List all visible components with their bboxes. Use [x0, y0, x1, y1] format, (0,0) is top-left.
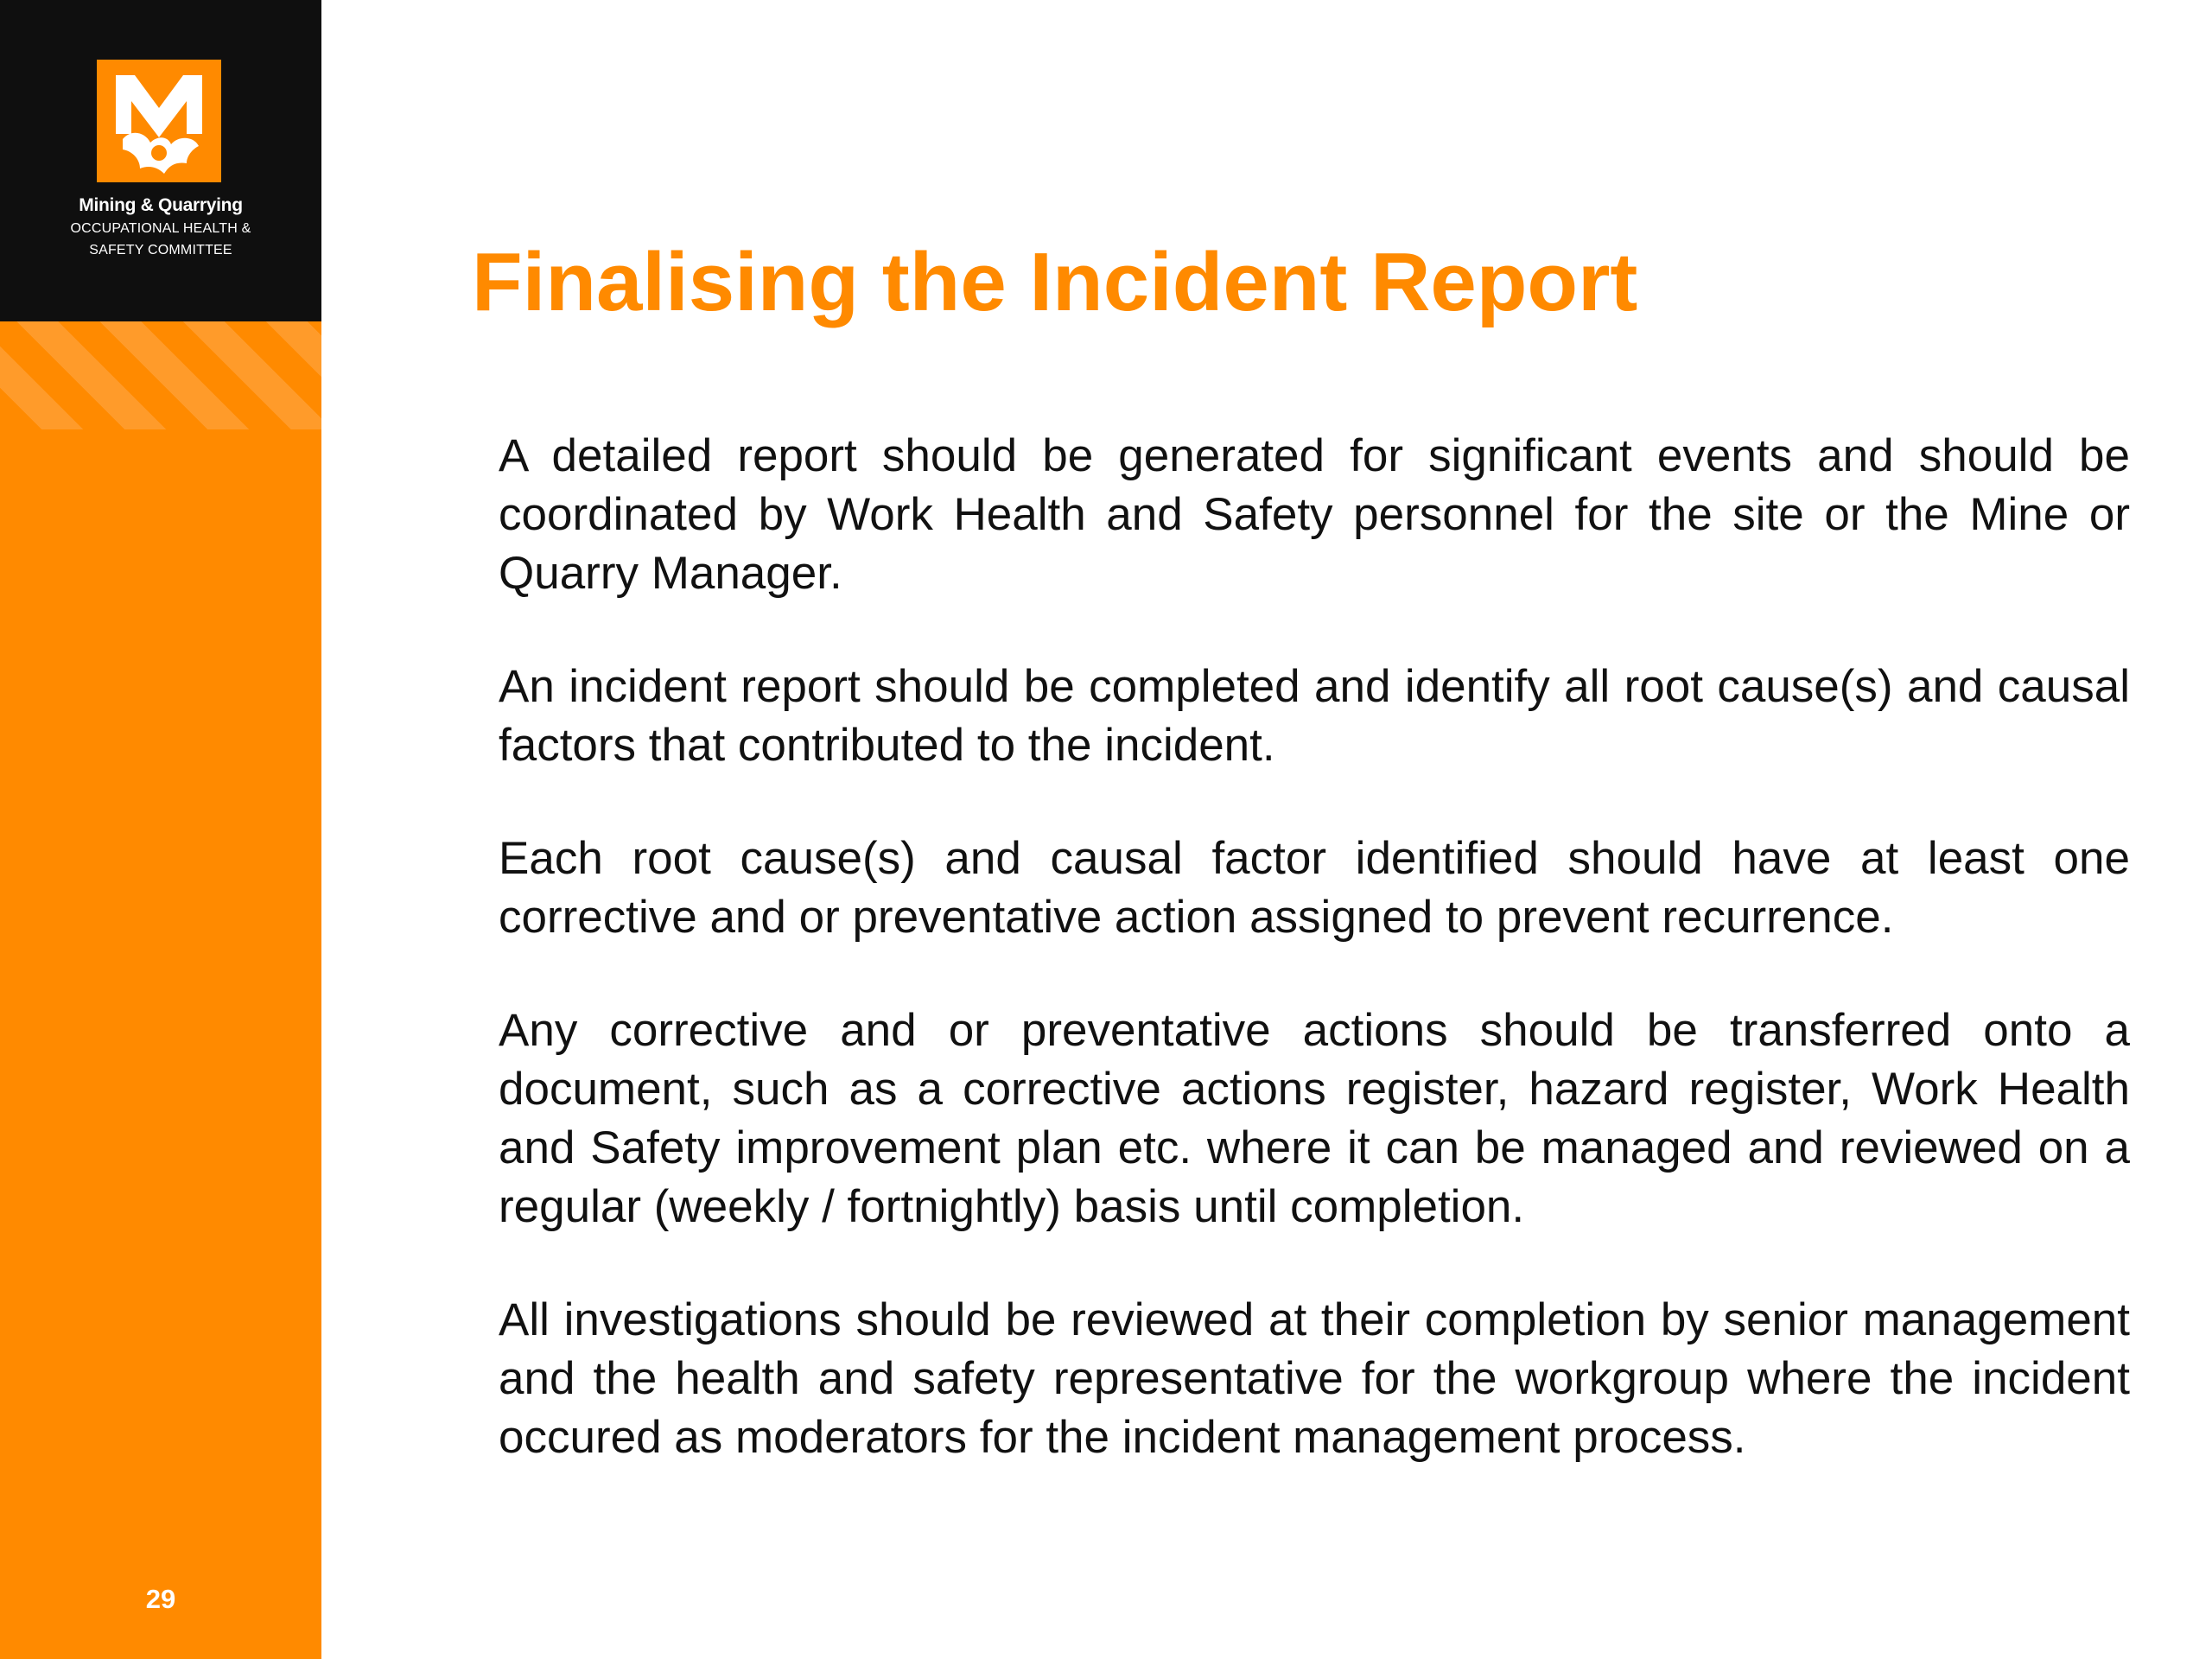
- slide-body: [499, 427, 2130, 1522]
- logo-title: Mining & Quarrying: [79, 195, 243, 215]
- sidebar: [0, 0, 321, 1659]
- paragraph-root-causes: An incident report should be completed and identify all root cause(s) and causal factors that contributed to the incident.: [499, 661, 2130, 771]
- logo-block: [0, 0, 321, 321]
- decorative-stripes: [0, 321, 321, 429]
- paragraph-detailed-report: A detailed report should be generated for significant events and should be coordinated by Work Health and Safety personnel for the site or the Mine or Quarry Manager.: [499, 430, 2130, 599]
- logo-icon: [97, 60, 221, 182]
- paragraph-transfer-actions: Any corrective and or preventative actions should be transferred onto a document, such as a corrective actions register, hazard register, Work Health and Safety improvement plan etc. where it can be managed and reviewed on a regular (weekly / fortnightly) basis until completion.: [499, 1005, 2130, 1232]
- logo-subtitle-line1: OCCUPATIONAL HEALTH &: [70, 221, 251, 236]
- paragraph-corrective-action: Each root cause(s) and causal factor identified should have at least one corrective and or preventative action assigned to prevent recurrence.: [499, 833, 2130, 943]
- logo-subtitle-line2: SAFETY COMMITTEE: [89, 243, 232, 257]
- page-number: 29: [145, 1584, 176, 1614]
- slide-title: Finalising the Incident Report: [472, 236, 1638, 328]
- paragraph-review-investigations: All investigations should be reviewed at their completion by senior management and the health and safety representative for the workgroup where the incident occured as moderators for the incident management process.: [499, 1294, 2130, 1463]
